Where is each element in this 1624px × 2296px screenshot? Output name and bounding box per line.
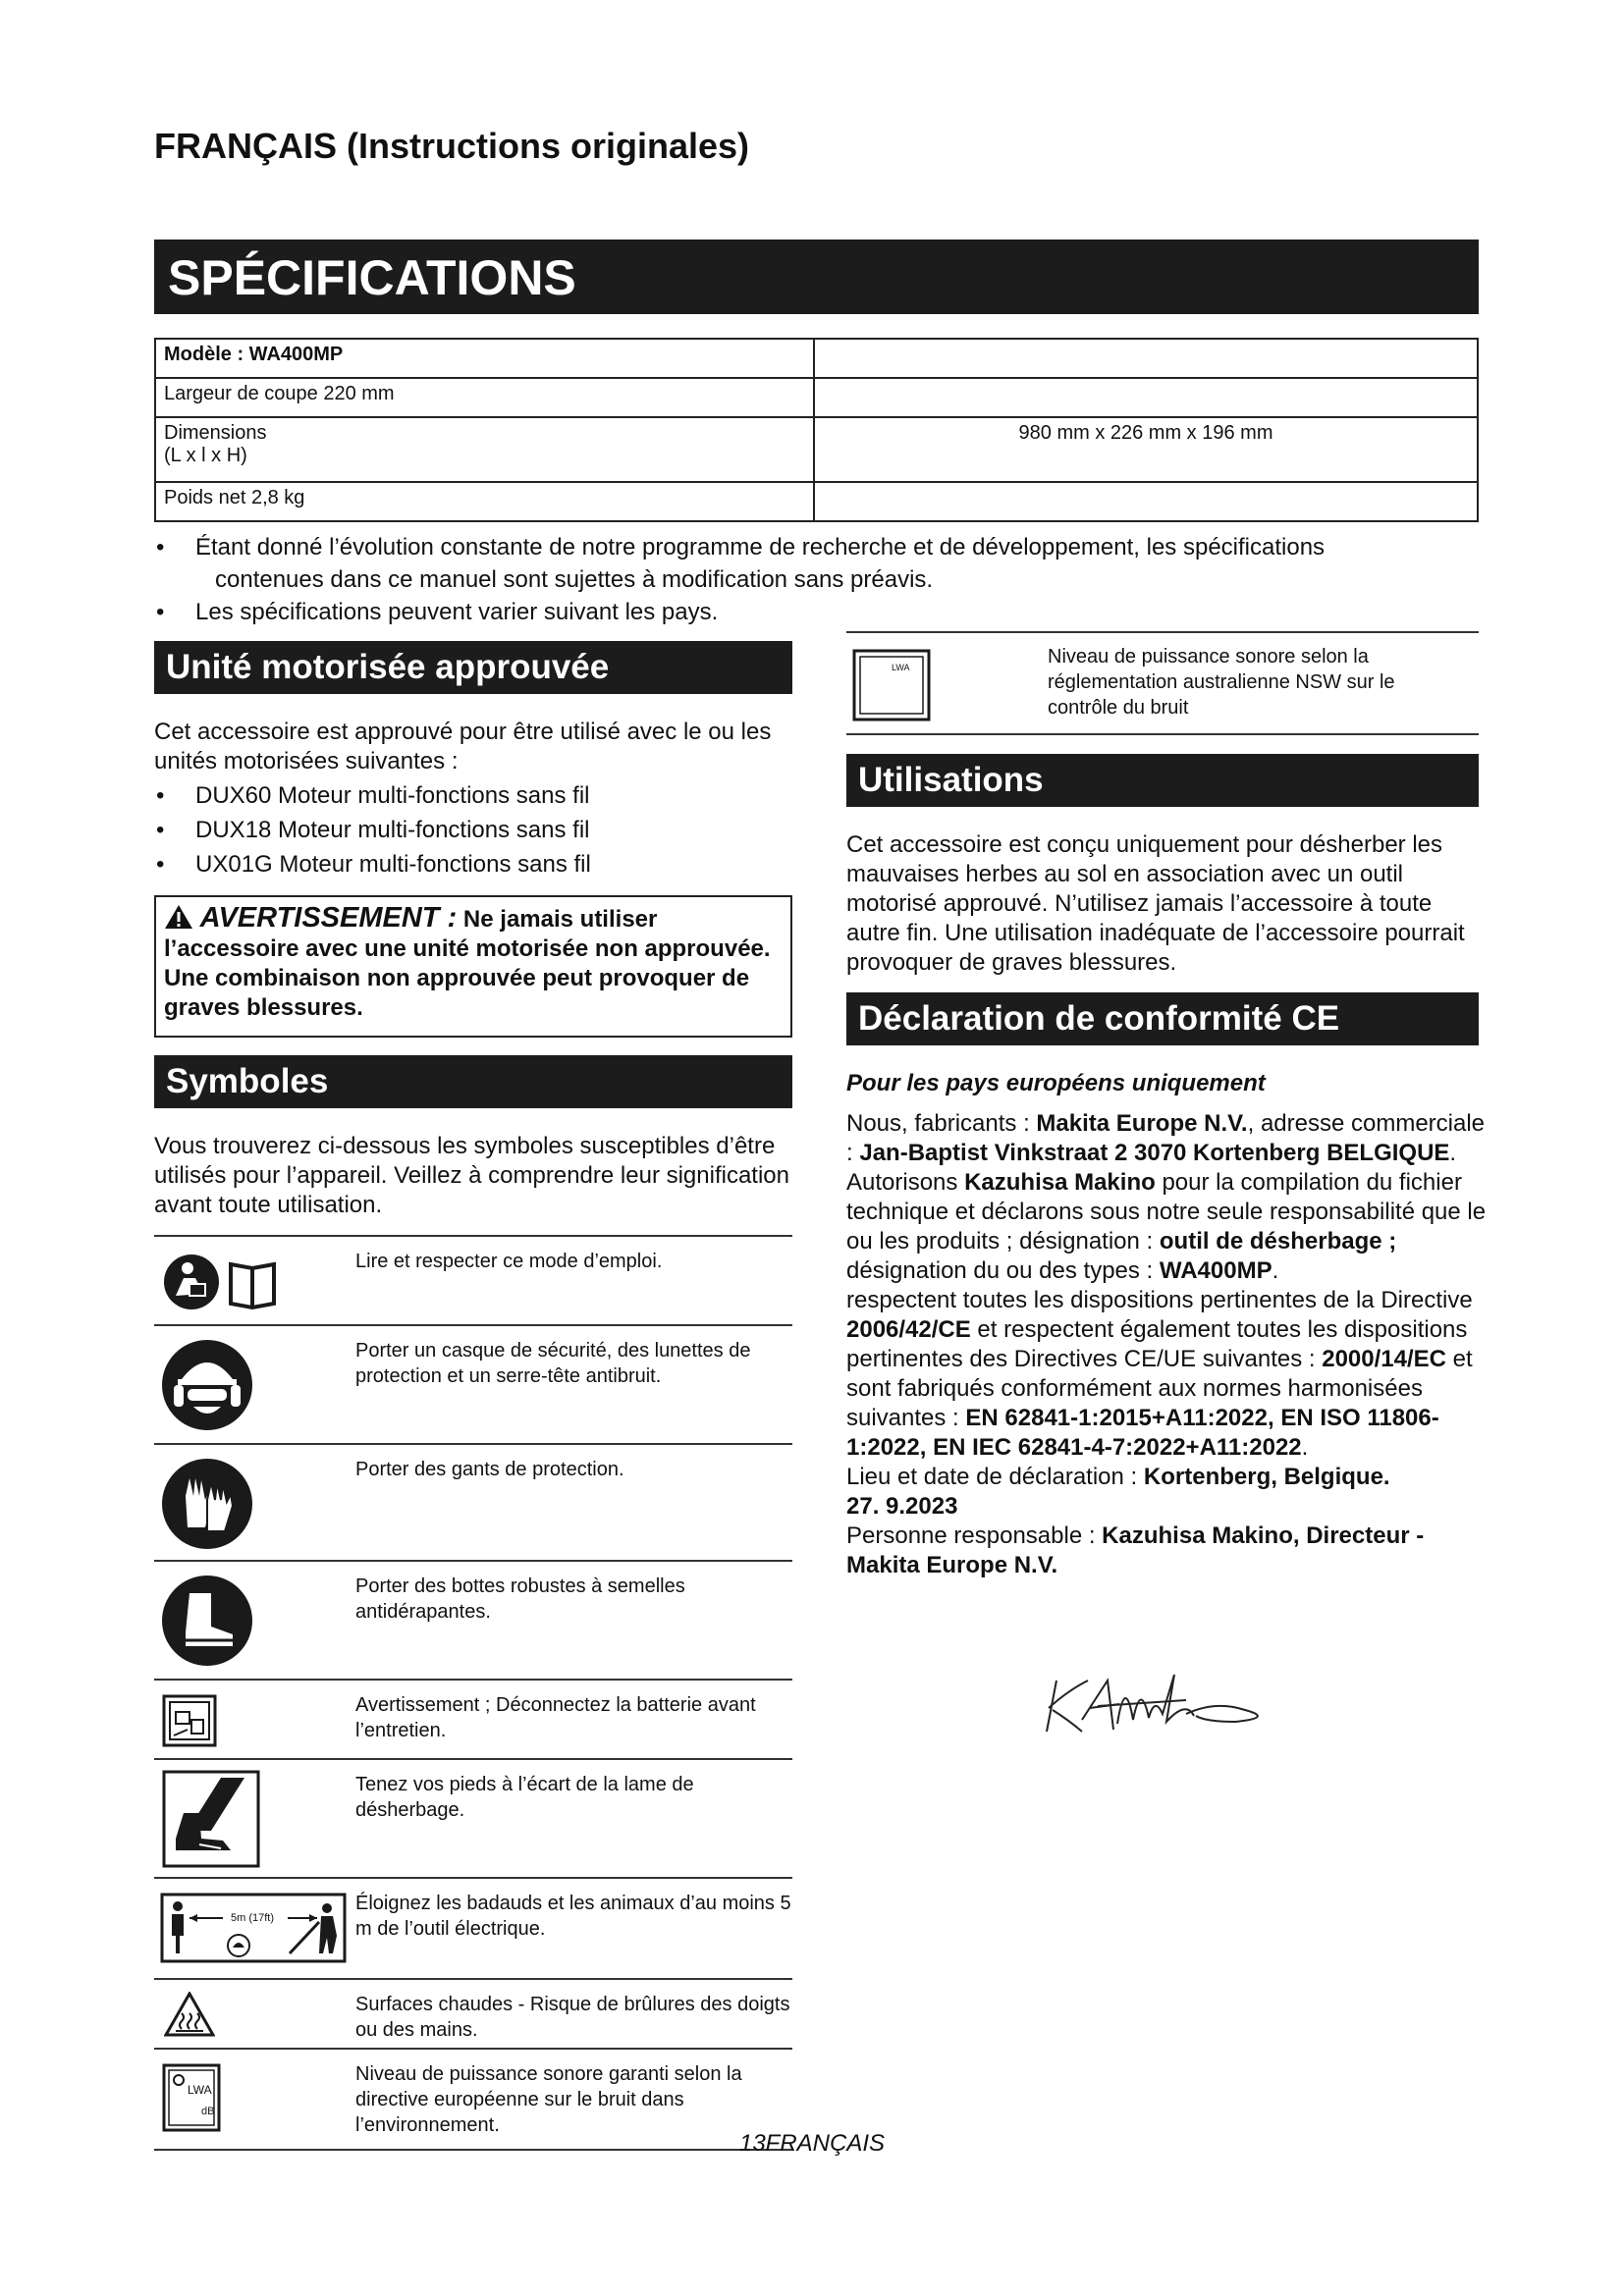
sound-power-eu-icon: [162, 2063, 221, 2137]
nsw-symbol-row: [846, 631, 1479, 735]
spec-value: 980 mm x 226 mm x 196 mm: [814, 417, 1478, 482]
declaration-heading: Déclaration de conformité CE: [846, 992, 1479, 1045]
table-row: [154, 1562, 792, 1681]
directive-ref: 2006/42/CE: [846, 1316, 971, 1343]
svg-text:dB: dB: [201, 2106, 215, 2117]
uses-heading: Utilisations: [846, 754, 1479, 807]
declaration-paragraph: [846, 1463, 1492, 1522]
manufacturer-address: Jan-Baptist Vinkstraat 2 3070 Kortenberg BELGIQUE: [859, 1140, 1450, 1166]
text-run: et sont fabriqués conformément aux normes harmonisées suivantes :: [846, 1346, 1473, 1431]
warning-title: AVERTISSEMENT :: [199, 902, 458, 934]
symbol-description: Niveau de puissance sonore garanti selon la directive européenne sur le bruit dans l’environnement.: [355, 2063, 742, 2136]
declaration-paragraph: [846, 1522, 1492, 1580]
note-line: contenues dans ce manuel sont sujettes à modification sans préavis.: [215, 566, 934, 593]
symbol-description: Tenez vos pieds à l’écart de la lame de désherbage.: [355, 1774, 694, 1821]
spec-value: [814, 482, 1478, 521]
spec-notes: [154, 531, 1489, 628]
symbols-table: [154, 1235, 792, 2151]
spec-label-line: (L x l x H): [164, 445, 247, 466]
spec-label: [155, 417, 814, 482]
directive-ref: 2000/14/EC: [1322, 1346, 1446, 1372]
specifications-table: [154, 338, 1479, 522]
text-run: .: [1272, 1257, 1279, 1284]
manufacturer-name: Makita Europe N.V.: [1036, 1110, 1248, 1137]
symbol-description: Éloignez les badauds et les animaux d’au moins 5 m de l’outil électrique.: [355, 1893, 791, 1940]
list-item: • UX01G Moteur multi-fonctions sans fil: [154, 847, 792, 881]
text-run: .: [1301, 1434, 1309, 1461]
page-footer: 13FRANÇAIS: [738, 2130, 886, 2157]
list-item: • DUX18 Moteur multi-fonctions sans fil: [154, 813, 792, 847]
table-row: [154, 1980, 792, 2050]
text-run: Nous, fabricants :: [846, 1110, 1037, 1137]
declaration-body: [846, 1109, 1492, 1580]
declaration-paragraph: [846, 1286, 1492, 1463]
note-line: Les spécifications peuvent varier suivant les pays.: [195, 599, 719, 625]
spec-label: Poids net 2,8 kg: [155, 482, 814, 521]
symbols-heading: Symboles: [154, 1055, 792, 1108]
text-run: désignation du ou des types :: [846, 1257, 1160, 1284]
helmet-goggles-earmuffs-icon: [160, 1338, 254, 1437]
uses-text: Cet accessoire est conçu uniquement pour désherber les mauvaises herbes au sol en association avec un outil motorisé approuvé. N’utilisez jamais l’accessoire à toute autre fin. Une utilisation inadéquate de l’accessoire pourrait provoquer de graves blessures.: [846, 831, 1465, 976]
text-run: Lieu et date de déclaration :: [846, 1464, 1144, 1490]
spec-label-line: Dimensions: [164, 422, 267, 444]
table-row: [154, 1445, 792, 1562]
list-item: • DUX60 Moteur multi-fonctions sans fil: [154, 778, 792, 813]
table-row: [155, 482, 1478, 521]
list-item: [154, 596, 1489, 628]
table-row: [154, 1326, 792, 1445]
note-line: Étant donné l’évolution constante de notre programme de recherche et de développement, les spécifications: [195, 534, 1326, 561]
table-row: [154, 1760, 792, 1879]
text-run: et respectent également toutes les dispositions pertinentes des Directives CE/UE suivantes :: [846, 1316, 1468, 1372]
declaration-place: Kortenberg, Belgique.: [1143, 1464, 1390, 1490]
spec-label: Modèle : WA400MP: [155, 339, 814, 378]
symbol-description: Niveau de puissance sonore selon la réglementation australienne NSW sur le contrôle du bruit: [1048, 646, 1395, 719]
table-row: [155, 417, 1478, 482]
specifications-heading: SPÉCIFICATIONS: [154, 240, 1479, 314]
icon-label: LWA: [188, 2083, 212, 2097]
warning-box: [154, 895, 792, 1038]
symbol-description: Avertissement ; Déconnectez la batterie avant l’entretien.: [355, 1694, 756, 1741]
text-run: respectent toutes les dispositions pertinentes de la Directive: [846, 1287, 1473, 1313]
spec-value: [814, 378, 1478, 417]
table-row: [154, 1879, 792, 1980]
approved-unit-list: [154, 778, 792, 881]
product-model: WA400MP: [1159, 1257, 1272, 1284]
symbols-intro: Vous trouverez ci-dessous les symboles susceptibles d’être utilisés pour l’appareil. Veillez à comprendre leur signification avant toute utilisation.: [154, 1133, 790, 1218]
icon-label: LWA: [892, 663, 910, 672]
symbol-description: Lire et respecter ce mode d’emploi.: [355, 1251, 663, 1272]
product-designation: outil de désherbage ;: [1159, 1228, 1397, 1255]
text-run: Personne responsable :: [846, 1522, 1103, 1549]
hot-surface-icon: [164, 1992, 215, 2042]
approved-unit-heading: Unité motorisée approuvée: [154, 641, 792, 694]
disconnect-battery-icon: [162, 1694, 217, 1752]
text-run: pour la compilation du fichier technique et déclarons sous notre seule responsabilité que le ou les produits ; désignation :: [846, 1169, 1487, 1255]
text-run: . Autorisons: [846, 1140, 1457, 1196]
warning-triangle-icon: [164, 904, 193, 930]
approved-intro: Cet accessoire est approuvé pour être utilisé avec le ou les unités motorisées suivantes :: [154, 719, 772, 774]
list-item: [154, 531, 1489, 596]
symbol-description: Surfaces chaudes - Risque de brûlures des doigts ou des mains.: [355, 1994, 790, 2041]
symbol-description: Porter un casque de sécurité, des lunettes de protection et un serre-tête antibruit.: [355, 1340, 751, 1387]
declaration-date: 27. 9.2023: [846, 1493, 958, 1520]
authorized-person: Kazuhisa Makino: [964, 1169, 1156, 1196]
warning-text: Ne jamais utiliser l’accessoire avec une unité motorisée non approuvée. Une combinaison non approuvée peut provoquer de graves blessures.: [164, 906, 771, 1021]
read-manual-icon: [162, 1251, 280, 1318]
icon-label: 5m (17ft): [231, 1912, 275, 1924]
table-row: [154, 1237, 792, 1326]
standards-list: EN 62841-1:2015+A11:2022, EN ISO 11806-1:2022, EN IEC 62841-4-7:2022+A11:2022: [846, 1405, 1439, 1461]
symbol-description: Porter des bottes robustes à semelles antidérapantes.: [355, 1575, 685, 1623]
table-row: [155, 378, 1478, 417]
gloves-icon: [160, 1457, 254, 1556]
signature: [1039, 1661, 1284, 1749]
declaration-subtitle: Pour les pays européens uniquement: [846, 1070, 1266, 1096]
page-language-title: FRANÇAIS (Instructions originales): [154, 126, 750, 166]
declaration-paragraph: [846, 1109, 1492, 1286]
table-row: [154, 1681, 792, 1760]
responsible-person: Kazuhisa Makino, Directeur - Makita Europe N.V.: [846, 1522, 1425, 1578]
bystanders-distance-icon: [160, 1893, 347, 1968]
spec-value: [814, 339, 1478, 378]
boots-icon: [160, 1574, 254, 1673]
table-row: [155, 339, 1478, 378]
feet-away-blade-icon: [162, 1770, 260, 1873]
text-run: , adresse commerciale :: [846, 1110, 1486, 1166]
spec-label: Largeur de coupe 220 mm: [155, 378, 814, 417]
symbol-description: Porter des gants de protection.: [355, 1459, 624, 1480]
sound-power-nsw-icon: [852, 649, 931, 726]
